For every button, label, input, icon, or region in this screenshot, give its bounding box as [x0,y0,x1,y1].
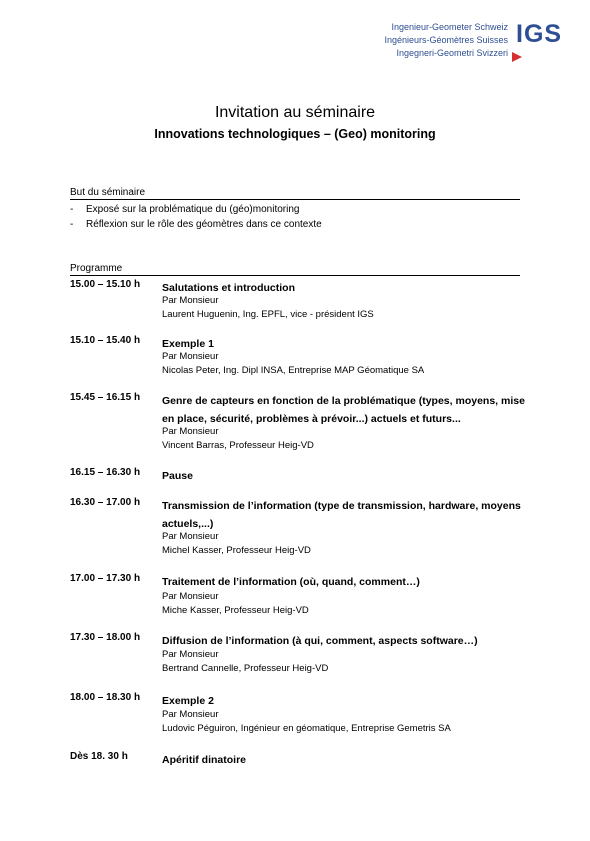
logo-red-triangle-icon [512,52,522,62]
logo-line-it: Ingegneri-Geometri Svizzeri [396,48,508,58]
session-speaker-prefix: Par Monsieur [162,709,219,720]
purpose-item-text: Réflexion sur le rôle des géomètres dans ce contexte [86,219,322,230]
session-topic: Exemple 2 [162,695,214,707]
session-speaker: Laurent Huguenin, Ing. EPFL, vice - président IGS [162,309,374,320]
session-time: 16.30 – 17.00 h [70,497,141,508]
programme-heading: Programme [70,263,520,276]
session-topic: Exemple 1 [162,338,214,350]
purpose-item [70,217,322,232]
page-title: Invitation au séminaire [214,104,376,121]
session-time: 17.00 – 17.30 h [70,573,141,584]
session-topic: Genre de capteurs en fonction de la problématique (types, moyens, mise en place, sécurité, problèmes à prévoir...) actuels et futurs... [162,395,525,425]
bullet-dash-icon: - [70,204,74,215]
logo-line-fr: Ingénieurs-Géomètres Suisses [384,35,508,45]
session-topic: Pause [162,470,193,482]
bullet-dash-icon: - [70,219,74,230]
purpose-heading: But du séminaire [70,187,520,200]
session-topic: Diffusion de l’information (à qui, comment, aspects software…) [162,635,478,647]
session-speaker-prefix: Par Monsieur [162,531,219,542]
session-time: 15.45 – 16.15 h [70,392,141,403]
session-time: 15.10 – 15.40 h [70,335,141,346]
session-time: 18.00 – 18.30 h [70,692,141,703]
session-speaker: Bertrand Cannelle, Professeur Heig-VD [162,663,329,674]
logo-line-de: Ingenieur-Geometer Schweiz [391,22,508,32]
session-topic: Transmission de l’information (type de transmission, hardware, moyens actuels,...) [162,500,521,530]
purpose-item [70,202,322,217]
session-speaker: Nicolas Peter, Ing. Dipl INSA, Entreprise MAP Géomatique SA [162,365,425,376]
session-speaker-prefix: Par Monsieur [162,351,219,362]
logo-mark [516,20,563,66]
session-speaker-prefix: Par Monsieur [162,426,219,437]
session-speaker: Ludovic Péguiron, Ingénieur en géomatique, Entreprise Gemetris SA [162,723,451,734]
session-speaker: Michel Kasser, Professeur Heig-VD [162,545,311,556]
session-speaker-prefix: Par Monsieur [162,649,219,660]
session-topic: Traitement de l’information (où, quand, comment…) [162,576,420,588]
session-speaker-prefix: Par Monsieur [162,591,219,602]
logo-mark-text: IGS [516,20,563,48]
purpose-item-text: Exposé sur la problématique du (géo)monitoring [86,204,300,215]
session-time: 17.30 – 18.00 h [70,632,141,643]
igs-logo [384,20,563,66]
session-speaker-prefix: Par Monsieur [162,295,219,306]
session-speaker: Miche Kasser, Professeur Heig-VD [162,605,309,616]
logo-organization-names [384,21,508,60]
session-time: 15.00 – 15.10 h [70,279,141,290]
page-subtitle: Innovations technologiques – (Geo) monitoring [154,127,436,141]
session-topic: Salutations et introduction [162,282,295,294]
session-speaker: Vincent Barras, Professeur Heig-VD [162,440,314,451]
session-time: Dès 18. 30 h [70,751,128,762]
purpose-list [70,202,322,232]
session-time: 16.15 – 16.30 h [70,467,141,478]
session-topic: Apéritif dinatoire [162,754,247,766]
